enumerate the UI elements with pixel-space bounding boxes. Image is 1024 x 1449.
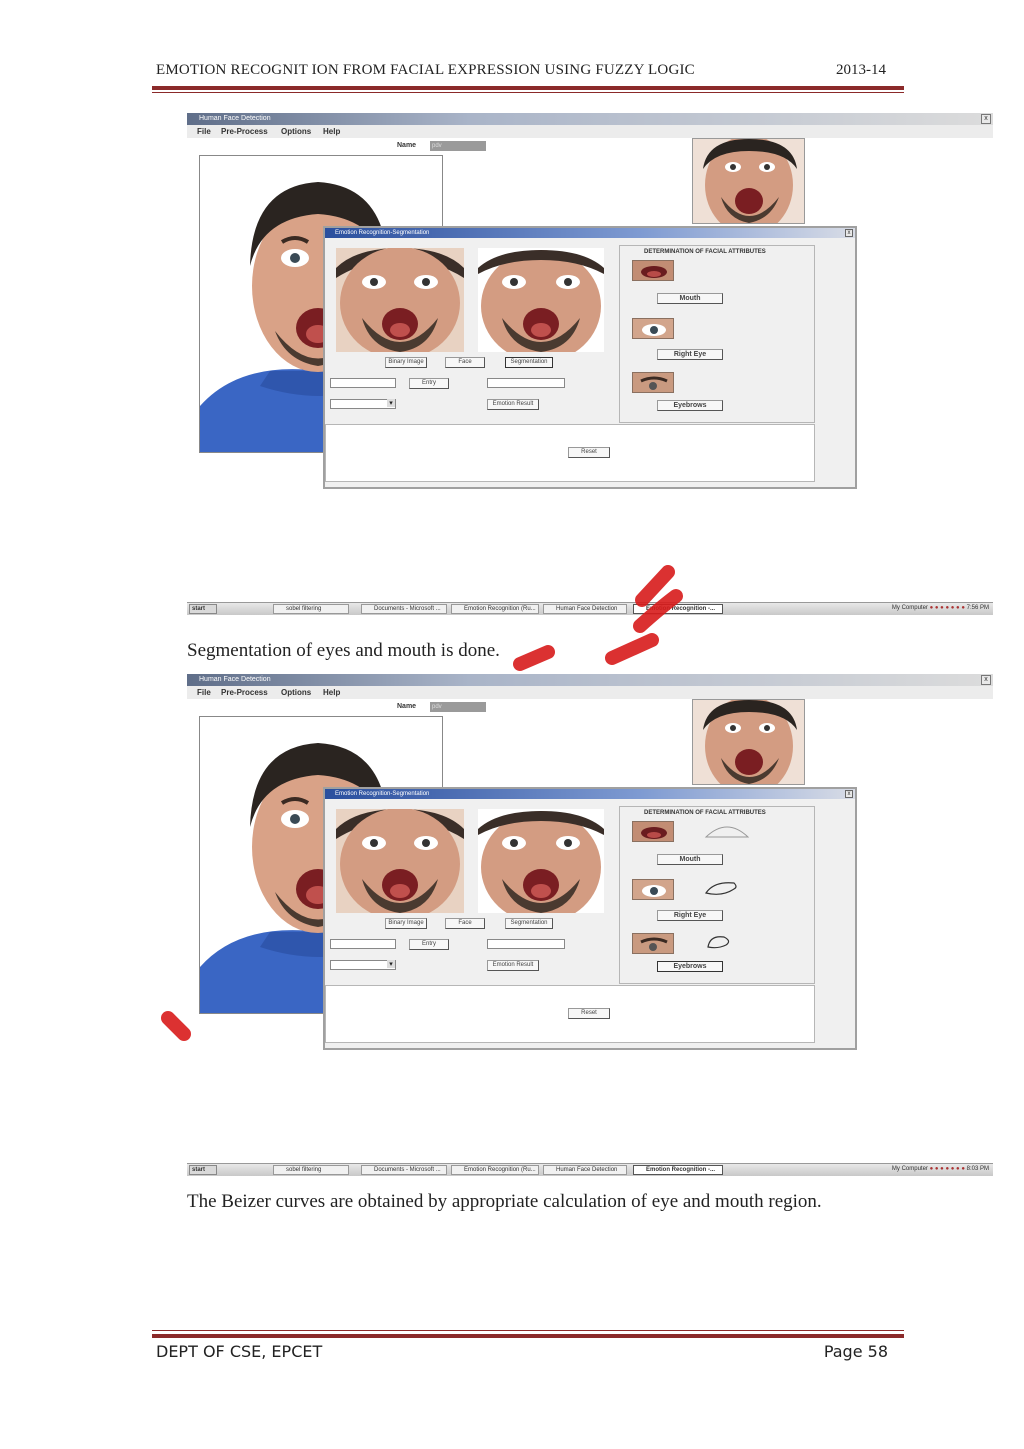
- eyebrow-bezier-curve: [704, 933, 734, 953]
- binary-image-button[interactable]: Binary Image: [385, 357, 427, 368]
- taskbar: [187, 602, 993, 615]
- header-rule-thin: [152, 92, 904, 93]
- window-title: Human Face Detection: [199, 676, 271, 683]
- footer-rule: [152, 1334, 904, 1338]
- right-eye-region-image: [632, 318, 674, 339]
- page-number: Page 58: [823, 1342, 888, 1361]
- close-icon[interactable]: x: [981, 675, 991, 685]
- entry-text-field[interactable]: [330, 939, 396, 949]
- tray-icons: ● ● ● ● ● ● ●: [929, 605, 967, 611]
- emotion-result-button[interactable]: Emotion Result: [487, 399, 539, 410]
- task-documents[interactable]: Documents - Microsoft ...: [361, 1165, 447, 1175]
- segmentation-button[interactable]: Segmentation: [505, 357, 553, 368]
- menu-pre-process[interactable]: Pre-Process: [221, 127, 268, 136]
- menu-help[interactable]: Help: [323, 127, 341, 136]
- reset-button[interactable]: Reset: [568, 447, 610, 458]
- menu-bar: [187, 686, 993, 699]
- caption-bezier: The Beizer curves are obtained by appropriate calculation of eye and mouth region.: [187, 1191, 822, 1212]
- right-eye-button[interactable]: Right Eye: [657, 910, 723, 921]
- dialog-title: Emotion Recognition-Segmentation: [325, 789, 855, 799]
- menu-options[interactable]: Options: [281, 127, 312, 136]
- task-emotion-run[interactable]: Emotion Recognition (Ru...: [451, 604, 539, 614]
- task-emotion-run[interactable]: Emotion Recognition (Ru...: [451, 1165, 539, 1175]
- tray-icons: ● ● ● ● ● ● ●: [929, 1166, 967, 1172]
- name-field[interactable]: pdv: [430, 141, 486, 151]
- eyebrow-region-image: [632, 933, 674, 954]
- result-text-field[interactable]: [487, 939, 565, 949]
- clock: 8:03 PM: [966, 1166, 989, 1172]
- face-thumbnail: [692, 699, 805, 785]
- right-eye-button[interactable]: Right Eye: [657, 349, 723, 360]
- name-label: Name: [397, 703, 417, 710]
- eyebrows-button[interactable]: Eyebrows: [657, 400, 723, 411]
- menu-bar: [187, 125, 993, 138]
- reset-button[interactable]: Reset: [568, 1008, 610, 1019]
- task-emotion-recognition[interactable]: Emotion Recognition -...: [633, 604, 723, 614]
- group-title: DETERMINATION OF FACIAL ATTRIBUTES: [644, 810, 766, 816]
- entry-button[interactable]: Entry: [409, 378, 449, 389]
- menu-help[interactable]: Help: [323, 688, 341, 697]
- emotion-result-button[interactable]: Emotion Result: [487, 960, 539, 971]
- segmented-face-image: [478, 248, 604, 352]
- right-eye-bezier-curve: [704, 879, 740, 899]
- window-titlebar: [187, 113, 993, 125]
- emotion-select[interactable]: [330, 399, 396, 409]
- result-panel: [325, 424, 815, 482]
- eyebrows-button[interactable]: Eyebrows: [657, 961, 723, 972]
- screenshot-segmentation: [187, 113, 993, 618]
- window-titlebar: [187, 674, 993, 686]
- group-title: DETERMINATION OF FACIAL ATTRIBUTES: [644, 249, 766, 255]
- facial-attributes-group: [619, 245, 815, 423]
- menu-options[interactable]: Options: [281, 688, 312, 697]
- segmentation-dialog: [323, 787, 857, 1050]
- mouth-bezier-curve: [704, 821, 750, 841]
- menu-file[interactable]: File: [197, 688, 211, 697]
- document-title: EMOTION RECOGNIT ION FROM FACIAL EXPRESSION USING FUZZY LOGIC: [156, 62, 695, 78]
- name-field[interactable]: pdv: [430, 702, 486, 712]
- mouth-region-image: [632, 260, 674, 281]
- face-button[interactable]: Face: [445, 918, 485, 929]
- binary-face-image: [336, 248, 464, 352]
- department: DEPT OF CSE, EPCET: [156, 1342, 323, 1361]
- system-tray: [892, 1166, 989, 1172]
- result-text-field[interactable]: [487, 378, 565, 388]
- footer-rule-thin: [152, 1330, 904, 1331]
- task-sobel[interactable]: sobel filtering: [273, 604, 349, 614]
- face-button[interactable]: Face: [445, 357, 485, 368]
- mouth-button[interactable]: Mouth: [657, 854, 723, 865]
- binary-face-image: [336, 809, 464, 913]
- eyebrow-region-image: [632, 372, 674, 393]
- mouth-region-image: [632, 821, 674, 842]
- mouth-button[interactable]: Mouth: [657, 293, 723, 304]
- start-button[interactable]: start: [189, 604, 217, 614]
- task-sobel[interactable]: sobel filtering: [273, 1165, 349, 1175]
- task-documents[interactable]: Documents - Microsoft ...: [361, 604, 447, 614]
- task-human-face[interactable]: Human Face Detection: [543, 1165, 627, 1175]
- start-button[interactable]: start: [189, 1165, 217, 1175]
- task-emotion-recognition[interactable]: Emotion Recognition -...: [633, 1165, 723, 1175]
- result-panel: [325, 985, 815, 1043]
- taskbar: [187, 1163, 993, 1176]
- page-header: [152, 62, 904, 82]
- segmentation-button[interactable]: Segmentation: [505, 918, 553, 929]
- tray-label: My Computer: [891, 1166, 928, 1172]
- clock: 7:56 PM: [966, 605, 989, 611]
- page-footer: [152, 1342, 904, 1364]
- menu-file[interactable]: File: [197, 127, 211, 136]
- entry-text-field[interactable]: [330, 378, 396, 388]
- dialog-title: Emotion Recognition-Segmentation: [325, 228, 855, 238]
- segmented-face-image: [478, 809, 604, 913]
- document-year: 2013-14: [836, 62, 886, 78]
- header-rule: [152, 86, 904, 90]
- system-tray: [892, 605, 989, 611]
- window-title: Human Face Detection: [199, 115, 271, 122]
- task-human-face[interactable]: Human Face Detection: [543, 604, 627, 614]
- name-label: Name: [397, 142, 417, 149]
- menu-pre-process[interactable]: Pre-Process: [221, 688, 268, 697]
- right-eye-region-image: [632, 879, 674, 900]
- facial-attributes-group: [619, 806, 815, 984]
- screenshot-bezier-curves: [187, 674, 993, 1180]
- close-icon[interactable]: x: [845, 229, 853, 237]
- close-icon[interactable]: x: [845, 790, 853, 798]
- close-icon[interactable]: x: [981, 114, 991, 124]
- tray-label: My Computer: [891, 605, 928, 611]
- emotion-select[interactable]: [330, 960, 396, 970]
- entry-button[interactable]: Entry: [409, 939, 449, 950]
- binary-image-button[interactable]: Binary Image: [385, 918, 427, 929]
- face-thumbnail: [692, 138, 805, 224]
- caption-segmentation: Segmentation of eyes and mouth is done.: [187, 640, 500, 661]
- segmentation-dialog: [323, 226, 857, 489]
